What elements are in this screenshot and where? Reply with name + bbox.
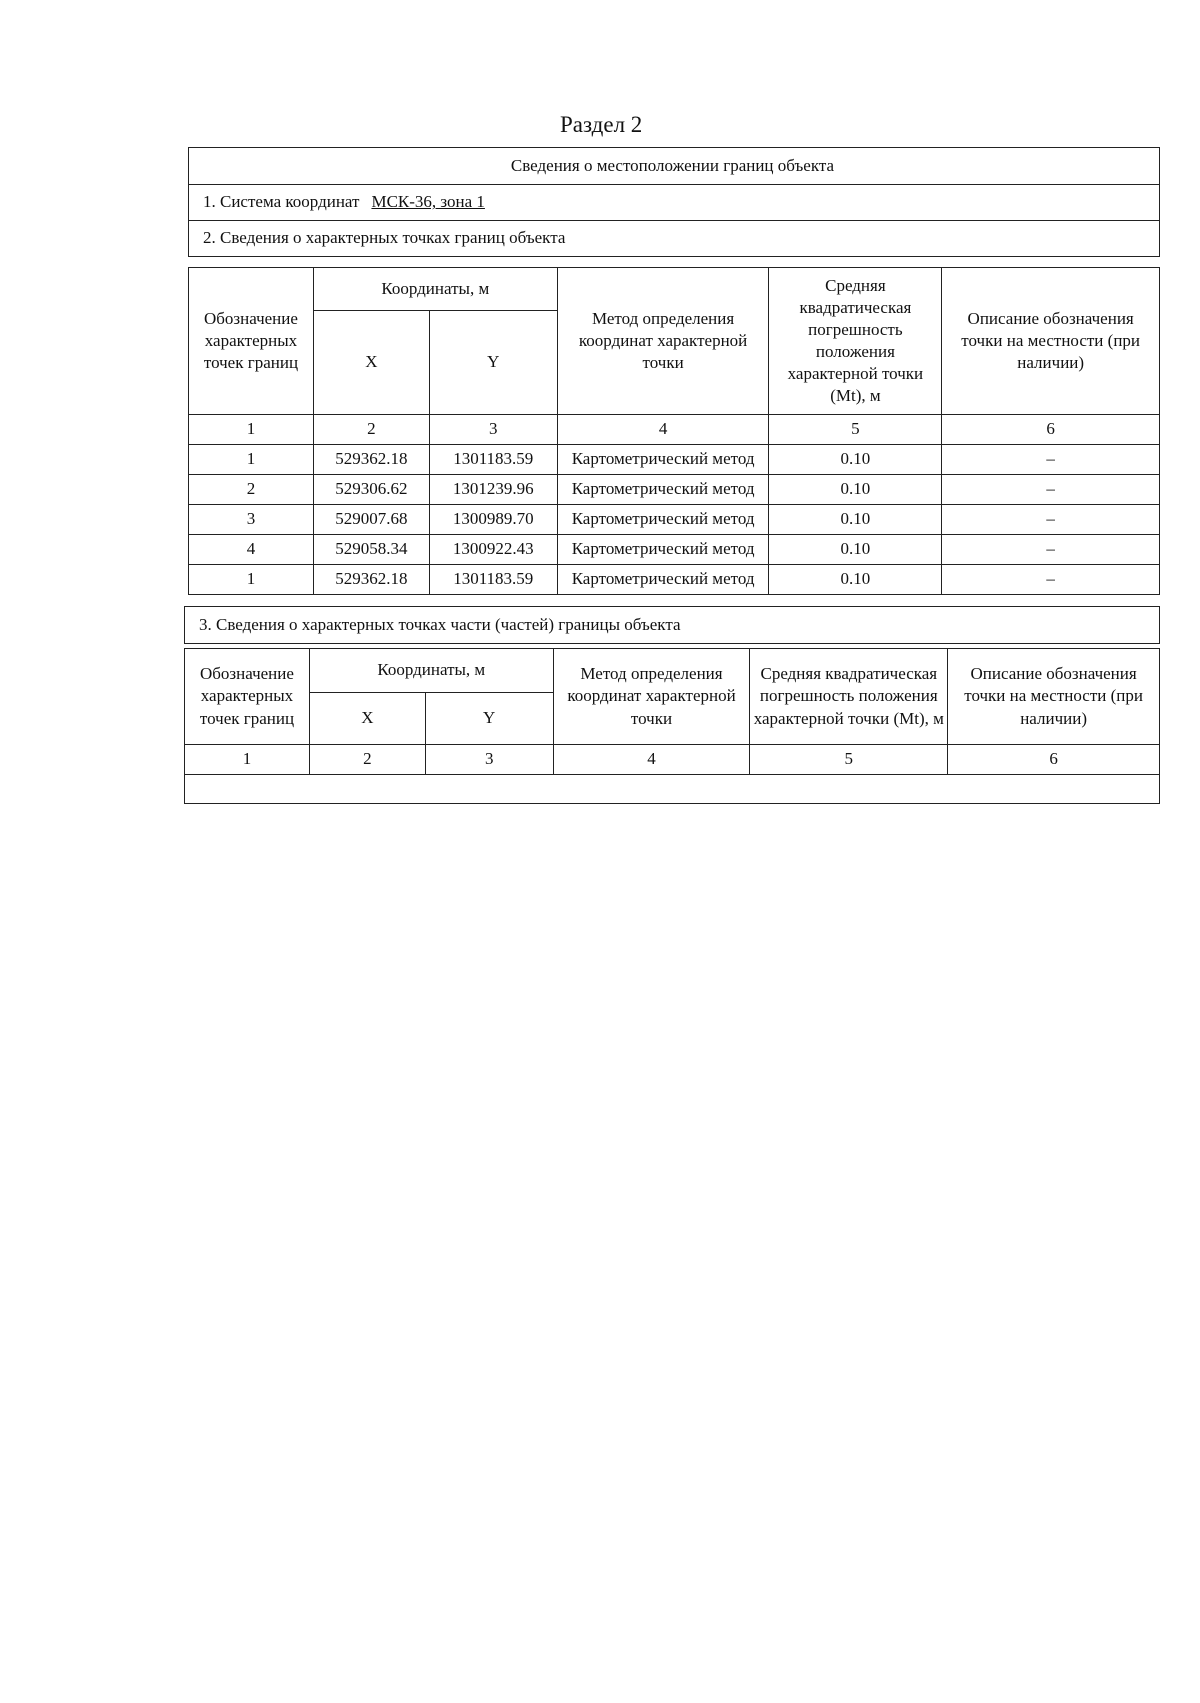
empty-cell	[185, 775, 1160, 804]
table-row	[189, 565, 1160, 595]
header-y: Y	[425, 693, 553, 745]
header-coords: Координаты, м	[309, 649, 553, 693]
points-section-label: 2. Сведения о характерных точках границ объекта	[189, 221, 1160, 257]
column-number: 6	[942, 415, 1160, 445]
column-number: 1	[185, 745, 310, 775]
coord-y: 1301239.96	[429, 475, 557, 505]
header-y: Y	[429, 311, 557, 415]
mt-error: 0.10	[769, 445, 942, 475]
point-id: 1	[189, 445, 314, 475]
parts-section-label: 3. Сведения о характерных точках части (частей) границы объекта	[185, 607, 1160, 644]
header-method: Метод определения координат характерной точки	[557, 268, 769, 415]
table-row	[189, 505, 1160, 535]
header-x: X	[309, 693, 425, 745]
column-number: 1	[189, 415, 314, 445]
description: –	[942, 565, 1160, 595]
mt-error: 0.10	[769, 565, 942, 595]
description: –	[942, 535, 1160, 565]
coord-system-value: МСК-36, зона 1	[371, 192, 485, 212]
boundary-caption: Сведения о местоположении границ объекта	[189, 148, 1160, 185]
column-number: 4	[553, 745, 750, 775]
coord-x: 529306.62	[313, 475, 429, 505]
coord-y: 1300989.70	[429, 505, 557, 535]
header-designation: Обозначение характерных точек границ	[189, 268, 314, 415]
header-method: Метод определения координат характерной точки	[553, 649, 750, 745]
coord-system-label: 1. Система координат	[203, 192, 360, 212]
coord-x: 529007.68	[313, 505, 429, 535]
empty-row	[185, 775, 1160, 804]
point-id: 2	[189, 475, 314, 505]
header-designation: Обозначение характерных точек границ	[185, 649, 310, 745]
column-number: 4	[557, 415, 769, 445]
column-number: 2	[313, 415, 429, 445]
description: –	[942, 505, 1160, 535]
coord-y: 1301183.59	[429, 565, 557, 595]
point-id: 3	[189, 505, 314, 535]
mt-error: 0.10	[769, 535, 942, 565]
coord-y: 1300922.43	[429, 535, 557, 565]
coord-x: 529058.34	[313, 535, 429, 565]
coord-x: 529362.18	[313, 445, 429, 475]
object-boundary-info	[188, 147, 1160, 257]
mt-error: 0.10	[769, 475, 942, 505]
column-number: 6	[948, 745, 1160, 775]
header-description: Описание обозначения точки на местности (при наличии)	[942, 268, 1160, 415]
header-x: X	[313, 311, 429, 415]
header-error: Средняя квадратическая погрешность положения характерной точки (Mt), м	[750, 649, 948, 745]
table-row	[189, 475, 1160, 505]
coord-x: 529362.18	[313, 565, 429, 595]
page-title: Раздел 2	[560, 112, 643, 137]
method: Картометрический метод	[557, 505, 769, 535]
header-error: Средняя квадратическая погрешность положения характерной точки (Mt), м	[769, 268, 942, 415]
table-row	[189, 445, 1160, 475]
header-coords: Координаты, м	[313, 268, 557, 311]
column-number: 5	[750, 745, 948, 775]
point-id: 4	[189, 535, 314, 565]
column-number: 3	[429, 415, 557, 445]
parts-section-header	[184, 606, 1160, 644]
method: Картометрический метод	[557, 445, 769, 475]
description: –	[942, 475, 1160, 505]
parts-points-table	[184, 648, 1160, 804]
method: Картометрический метод	[557, 475, 769, 505]
description: –	[942, 445, 1160, 475]
mt-error: 0.10	[769, 505, 942, 535]
point-id: 1	[189, 565, 314, 595]
table-row	[189, 535, 1160, 565]
column-number: 2	[309, 745, 425, 775]
column-number: 5	[769, 415, 942, 445]
header-description: Описание обозначения точки на местности (при наличии)	[948, 649, 1160, 745]
boundary-points-table	[188, 267, 1160, 595]
coord-y: 1301183.59	[429, 445, 557, 475]
coord-system-row	[189, 185, 1160, 221]
method: Картометрический метод	[557, 535, 769, 565]
column-number: 3	[425, 745, 553, 775]
method: Картометрический метод	[557, 565, 769, 595]
